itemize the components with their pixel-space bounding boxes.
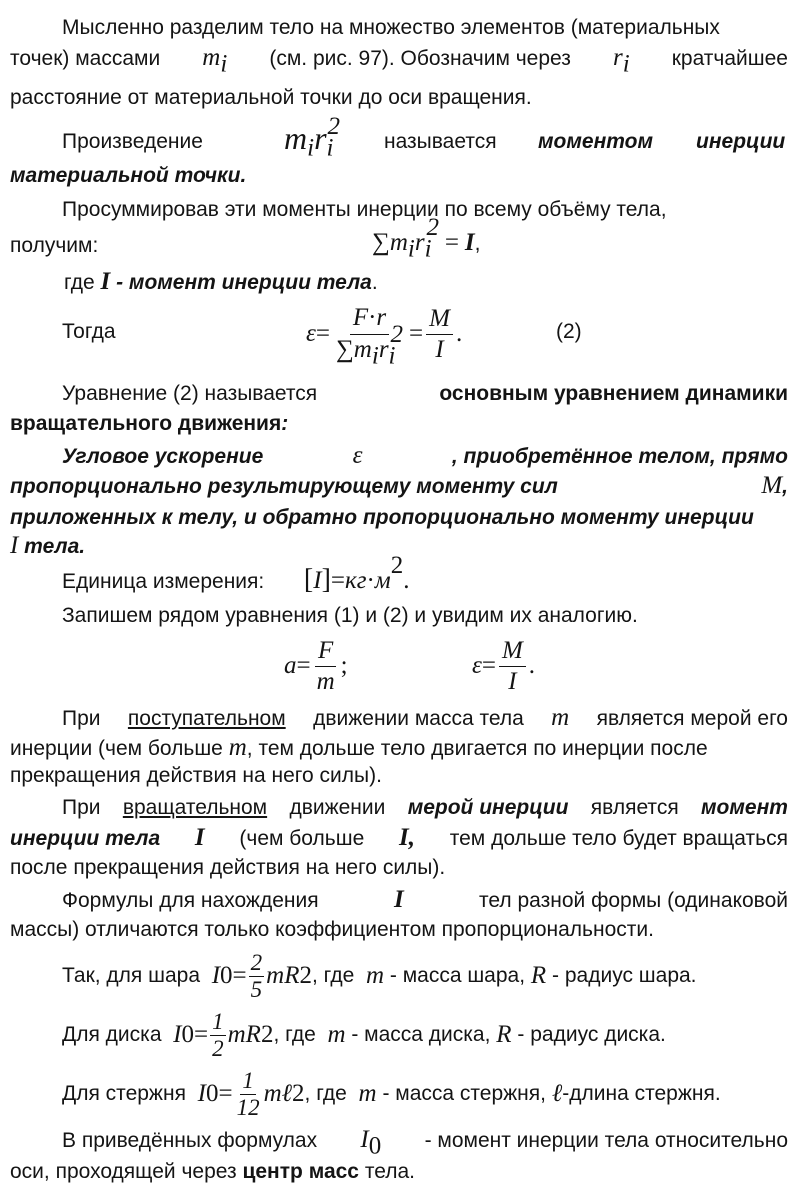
p6-line1: Угловое ускорение ε , приобретённое телом, прямо — [62, 442, 788, 469]
sum-formula: $\sum m_ir_i^2 = I$, — [372, 214, 481, 263]
p9-line3: прекращения действия на него силы). — [10, 764, 382, 787]
p10-line2: инерции тела I (чем больше I, тем дольше тело будет вращаться — [10, 824, 788, 851]
p1-text: кратчайшее — [671, 47, 788, 70]
p12-line2: оси, проходящей через центр масс тела. — [10, 1160, 415, 1183]
p8-line: Запишем рядом уравнения (1) и (2) и увидим их аналогию. — [62, 604, 638, 627]
p3-line3: где I - момент инерции тела. — [64, 268, 378, 295]
p5-line2: вращательного движения: — [10, 412, 289, 435]
p10-line1: При вращательном движении мерой инерции является момент — [62, 796, 788, 819]
p2-term2: инерции — [696, 130, 786, 153]
p6-line3: приложенных к телу, и обратно пропорционально моменту инерции — [10, 506, 754, 529]
mass-symbol: $m_i$ — [202, 44, 228, 78]
p5-line1: Уравнение (2) называется основным уравнением динамики — [62, 382, 788, 405]
p2-term1: моментом — [538, 130, 654, 153]
p3-line1: Просуммировав эти моменты инерции по всему объёму тела, — [62, 198, 667, 221]
p2-term3: материальной точки. — [10, 164, 247, 187]
rod-formula-line: Для стержня I 0 = $\frac{1}{12}$ mℓ 2 , где m - масса стержня, ℓ -длина стержня. — [62, 1067, 721, 1120]
eps-fraction-1: $\frac{F\cdot r}{\sum m_ir_i^2}$ — [335, 303, 403, 369]
p9-line2: инерции (чем больше m, тем дольше тело двигается по инерции после — [10, 734, 708, 761]
p1-line3: расстояние от материальной точки до оси вращения. — [10, 86, 532, 109]
p2-formula: $m_ir_i^2$ — [284, 113, 340, 162]
equation-number: (2) — [556, 320, 582, 343]
sphere-formula-line: Так, для шара I 0 = $\frac{2}{5}$ mR 2 , где m - масса шара, R - радиус шара. — [62, 949, 697, 1002]
p12-line1: В приведённых формулах $I_0$ - момент инерции тела относительно — [62, 1126, 788, 1160]
p2-label: Произведение — [62, 130, 203, 153]
p6-line2: пропорционально результирующему моменту сил M, — [10, 472, 788, 499]
p10-line3: после прекращения действия на него силы). — [10, 856, 446, 879]
disk-formula-line: Для диска I 0 = $\frac{1}{2}$ mR 2 , где m - масса диска, R - радиус диска. — [62, 1008, 666, 1061]
p1-line2 — [10, 44, 788, 78]
p1-text: (см. рис. 97). Обозначим через — [269, 47, 571, 70]
radius-symbol: $r_i$ — [612, 44, 630, 78]
p11-line2: массы) отличаются только коэффициентом пропорциональности. — [10, 918, 654, 941]
eps-fraction-2: $\frac{M}{I}$ — [426, 304, 453, 365]
eps-formula: ε = $\frac{F\cdot r}{\sum m_ir_i^2}$ = $\frac{M}{I}$ . — [306, 303, 463, 369]
p1-text: точек) массами — [10, 47, 161, 70]
p2-called: называется — [384, 130, 497, 153]
p11-line1: Формулы для нахождения I тел разной формы (одинаковой — [62, 886, 788, 913]
p9-line1: При поступательном движении масса тела m является мерой его — [62, 704, 788, 731]
p3-line2: получим: — [10, 234, 99, 257]
then-label: Тогда — [62, 320, 116, 343]
unit-line: Единица измерения: $[I]=кг\cdot м^2$. — [62, 552, 410, 595]
p6-line4: I тела. — [10, 532, 86, 559]
analogy-formula-2: ε = $\frac{M}{I}$ . — [472, 636, 536, 695]
analogy-formula-1: a = $\frac{F}{m}$ ; — [284, 636, 348, 695]
p1-line1: Мысленно разделим тело на множество элементов (материальных — [62, 16, 720, 39]
